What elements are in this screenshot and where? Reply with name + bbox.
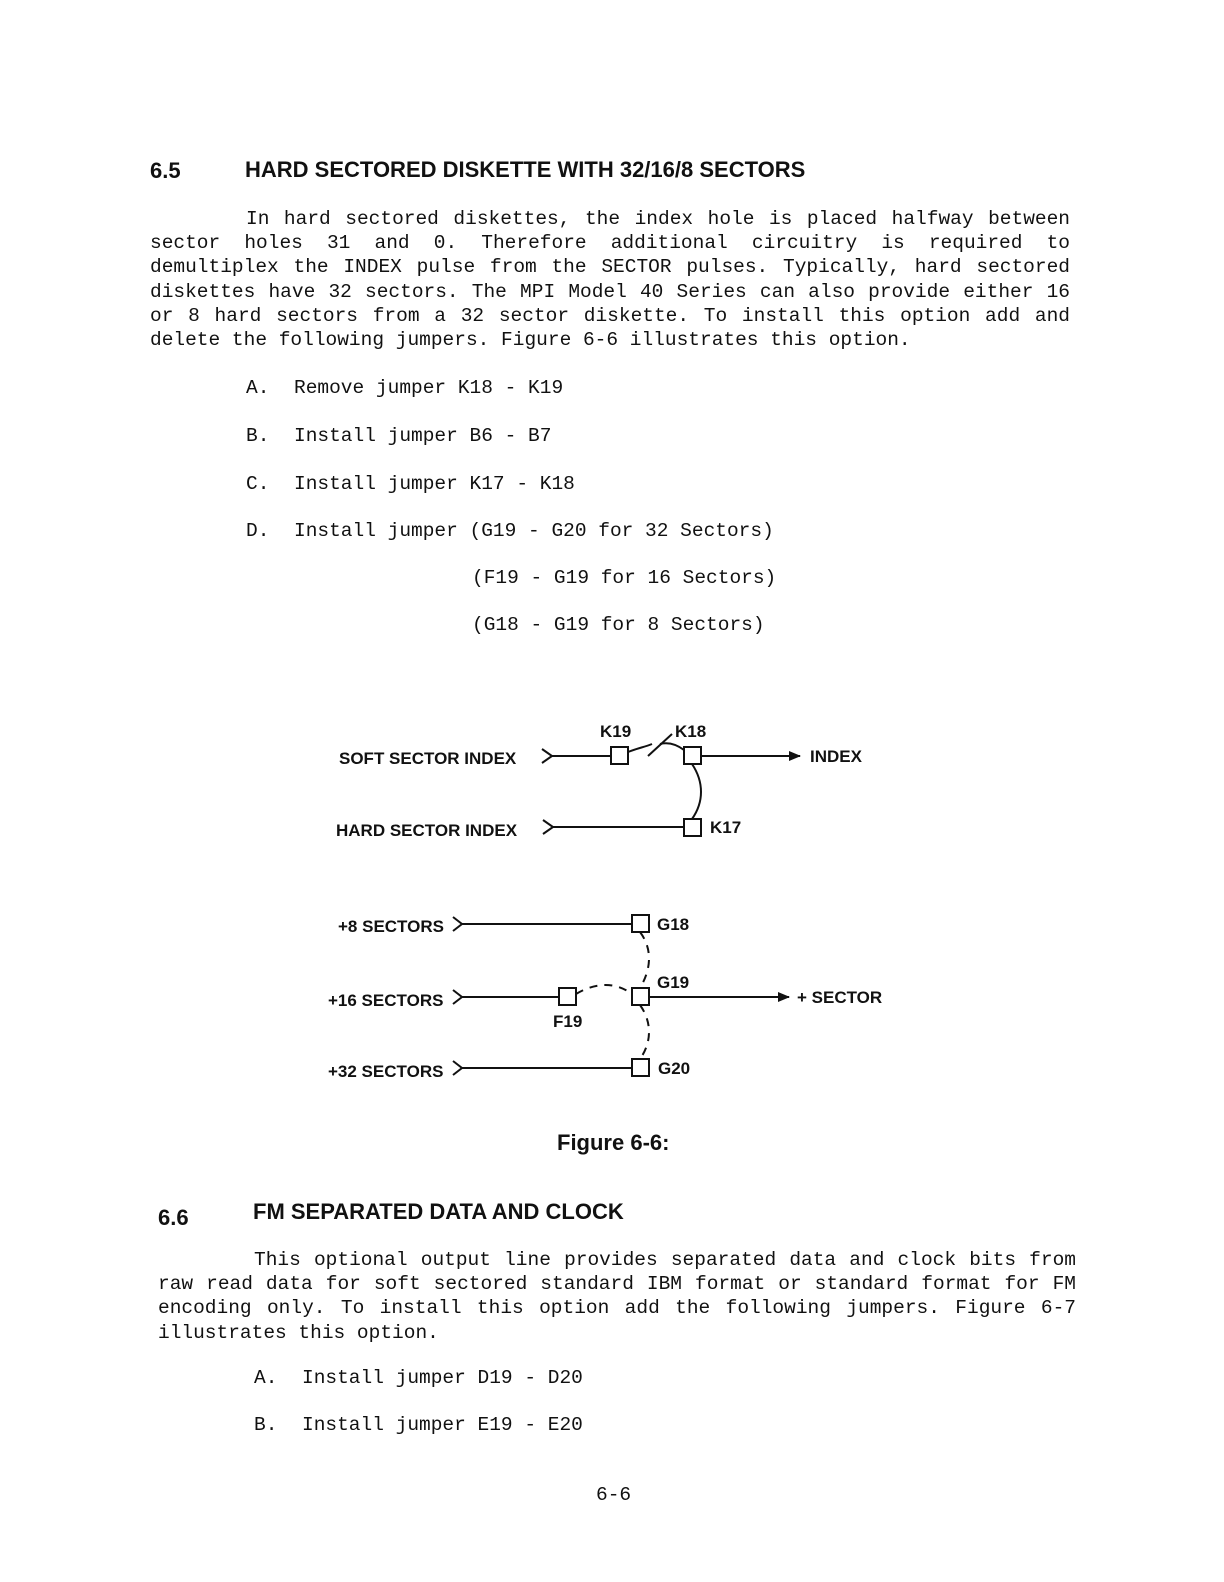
pin-g19 [632,988,649,1005]
list-item-b: Install jumper E19 - E20 [302,1414,583,1436]
pin-label-g19: G19 [657,973,690,992]
pin-label-f19: F19 [553,1012,583,1031]
section-number-6-6: 6.6 [158,1205,189,1230]
pin-label-k17: K17 [710,818,742,837]
section-number-6-5: 6.5 [150,158,181,183]
section-6-6-paragraph: This optional output line provides separated data and clock bits from raw read data for soft sectored standard IBM format or standard format for FM encoding only. To install this option add the following jumpers. Figure 6-7 illustrates this option. [158,1249,1076,1344]
list-letter-b: B. [246,425,270,447]
index-output-label: INDEX [810,747,862,766]
list-item-d-continuation: (F19 - G19 for 16 Sectors) [472,567,777,589]
sector-input-8-label: +8 SECTORS [338,917,444,936]
sector-input-16-label: +16 SECTORS [328,991,444,1010]
list-letter-a: A. [254,1367,278,1389]
hard-sector-index-label: HARD SECTOR INDEX [336,821,518,840]
section-title-6-5: HARD SECTORED DISKETTE WITH 32/16/8 SECTORS [245,157,806,182]
input-connector-icon [453,917,462,931]
pin-k17 [684,819,701,836]
optional-jumper-g18-g19 [640,932,649,988]
list-letter-a: A. [246,377,270,399]
pin-label-g20: G20 [658,1059,691,1078]
list-letter-c: C. [246,473,270,495]
section-6-5-paragraph: In hard sectored diskettes, the index hole is placed halfway between sector holes 31 and 0. Therefore additional circuitry is required to demultiplex the INDEX pulse from the SECTOR pulses. Typically, hard sectored diskettes have 32 sectors. The MPI Model 40 Series can also provide either 16 or 8 hard sectors from a 32 sector diskette. To install this option add and delete the following jumpers. Figure 6-6 illustrates this option. [150,208,1070,352]
optional-jumper-f19-g19 [576,985,632,994]
input-connector-icon [542,749,552,763]
list-item-a: Install jumper D19 - D20 [302,1367,583,1389]
soft-sector-index-label: SOFT SECTOR INDEX [339,749,517,768]
section-title-6-6: FM SEPARATED DATA AND CLOCK [253,1199,624,1224]
jumper-k18-k17 [692,764,701,819]
pin-g20 [632,1059,649,1076]
pin-k18 [684,747,701,764]
list-item-d-continuation: (G18 - G19 for 8 Sectors) [472,614,765,636]
list-letter-b: B. [254,1414,278,1436]
figure-caption: Figure 6-6: [557,1130,670,1155]
removed-jumper-k19-k18 [660,743,684,750]
list-letter-d: D. [246,520,270,542]
sector-input-32-label: +32 SECTORS [328,1062,444,1081]
pin-k19 [611,747,628,764]
pin-g18 [632,915,649,932]
page-number: 6-6 [596,1484,632,1506]
removed-jumper-k19-k18 [628,744,652,752]
pin-f19 [559,988,576,1005]
input-connector-icon [543,820,553,834]
sector-output-label: + SECTOR [797,988,883,1007]
pin-label-k19: K19 [600,722,632,741]
optional-jumper-g19-g20 [640,1005,649,1059]
list-item-b: Install jumper B6 - B7 [294,425,552,447]
list-item-d: Install jumper (G19 - G20 for 32 Sectors) [294,520,774,542]
pin-label-k18: K18 [675,722,707,741]
pin-label-g18: G18 [657,915,690,934]
list-item-c: Install jumper K17 - K18 [294,473,575,495]
input-connector-icon [453,990,462,1004]
input-connector-icon [453,1061,462,1075]
list-item-a: Remove jumper K18 - K19 [294,377,564,399]
